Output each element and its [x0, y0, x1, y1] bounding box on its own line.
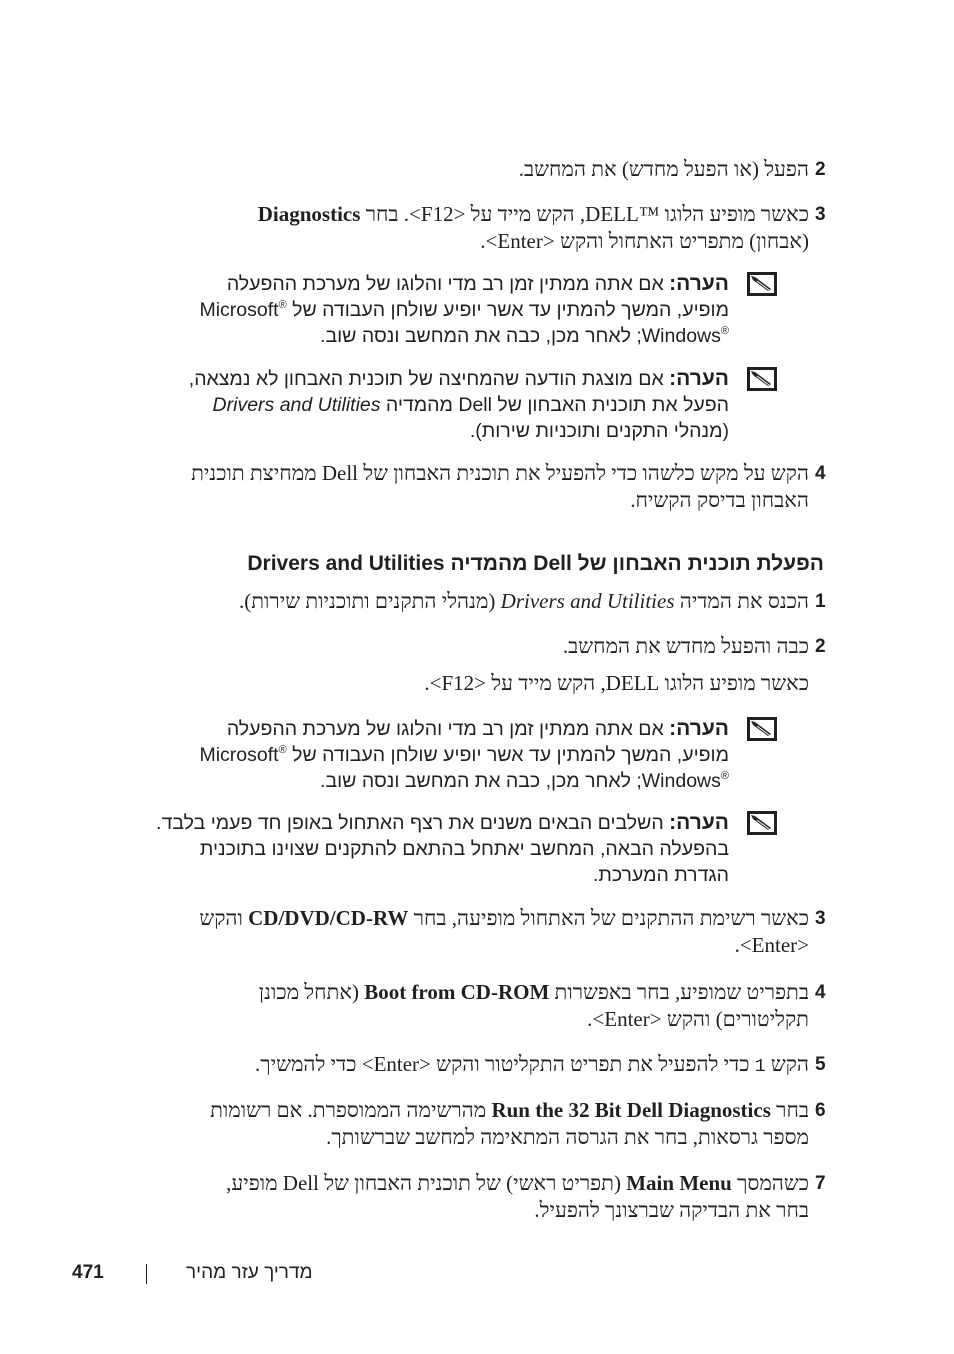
text-run: כשהמסך — [731, 1171, 809, 1195]
text-run: ; לאחר מכן, כבה את המחשב ונסה שוב. — [320, 325, 642, 347]
note-line — [109, 271, 729, 297]
note-line — [109, 768, 729, 794]
step-text-line: כבה והפעל מחדש את המחשב. — [562, 634, 809, 658]
step-number: 5 — [815, 1054, 826, 1075]
step-text-line: כאשר מופיע הלוגו DELL, הקש מייד על <F12>. — [424, 671, 809, 695]
menu-option-name: Diagnostics — [257, 202, 361, 226]
registered-mark: ® — [278, 744, 287, 756]
footer-title: מדריך עזר מהיר — [186, 1262, 313, 1283]
step-2b — [109, 633, 826, 697]
key-label: 1 — [754, 1057, 766, 1077]
brand-name: Microsoft — [199, 299, 279, 321]
note-1 — [109, 271, 729, 349]
registered-mark: ® — [278, 299, 287, 311]
text-run: מופיע, המשך להמתין עד אשר יופיע שולחן העבודה של — [286, 299, 729, 321]
step-5 — [109, 1051, 826, 1081]
step-number: 4 — [815, 982, 826, 1003]
section-heading: הפעלת תוכנית האבחון של Dell מהמדיה Drivers and Utilities — [247, 552, 824, 575]
note-label: הערה: — [669, 717, 729, 740]
step-4b — [109, 979, 826, 1033]
text-run — [642, 770, 729, 792]
text-run: הפעל את תוכנית האבחון של Dell מהמדיה — [380, 394, 729, 416]
step-text-line — [109, 1051, 809, 1081]
text-run: אם אתה ממתין זמן רב מדי והלוגו של מערכת ההפעלה — [226, 273, 670, 295]
note-pencil-icon — [747, 272, 777, 296]
note-line: בהפעלה הבאה, המחשב יאתחל בהתאם להתקנים שצוינו בתוכנית — [199, 838, 729, 860]
text-run: כאשר רשימת ההתקנים של האתחול מופיעה, בחר — [408, 906, 809, 930]
text-run: מופיע, המשך להמתין עד אשר יופיע שולחן העבודה של — [286, 744, 729, 766]
text-run: ; לאחר מכן, כבה את המחשב ונסה שוב. — [320, 770, 642, 792]
step-number: 4 — [815, 463, 826, 484]
text-run: (תפריט ראשי) של תוכנית האבחון של Dell מופיע, — [226, 1171, 627, 1195]
step-7 — [109, 1170, 826, 1224]
text-run: הכנס את המדיה — [674, 589, 809, 613]
menu-option-name: Boot from CD-ROM — [364, 980, 550, 1004]
text-run — [642, 325, 729, 347]
step-text-line — [109, 1097, 809, 1124]
step-text-line — [109, 201, 809, 228]
device-option-name: CD/DVD/CD-RW — [248, 906, 409, 930]
text-run: בתפריט שמופיע, בחר באפשרות — [549, 980, 809, 1004]
note-line — [109, 742, 729, 768]
note-label: הערה: — [669, 367, 729, 390]
text-run: (אתחל מכונן — [258, 980, 365, 1004]
page-number: 471 — [72, 1262, 104, 1283]
menu-name: Main Menu — [626, 1171, 732, 1195]
brand-name: Windows — [641, 325, 721, 347]
note-label: הערה: — [669, 272, 729, 295]
text-run: אם אתה ממתין זמן רב מדי והלוגו של מערכת ההפעלה — [226, 718, 670, 740]
step-3 — [109, 201, 826, 255]
step-3b — [109, 905, 826, 959]
note-line — [109, 392, 729, 418]
step-text-line — [109, 979, 809, 1006]
text-run: אם מוצגת הודעה שהמחיצה של תוכנית האבחון לא נמצאה, — [188, 368, 670, 390]
text-run: הקש — [765, 1052, 809, 1076]
media-name: Drivers and Utilities — [500, 589, 675, 613]
text-run: בחר — [770, 1098, 809, 1122]
step-number: 3 — [815, 204, 826, 225]
note-line: הגדרת המערכת. — [592, 864, 729, 886]
text-run: והקש — [199, 906, 249, 930]
step-number: 7 — [815, 1173, 826, 1194]
footer-divider — [146, 1264, 147, 1284]
note-3 — [109, 716, 729, 794]
note-line — [109, 297, 729, 323]
step-text-line: הקש על מקש כלשהו כדי להפעיל את תוכנית האבחון של Dell ממחיצת תוכנית — [191, 461, 809, 485]
note-line: (מנהלי התקנים ותוכניות שירות). — [469, 420, 729, 442]
step-4 — [109, 460, 826, 514]
step-text-line: מספר גרסאות, בחר את הגרסה המתאימה למחשב שברשותך. — [326, 1125, 809, 1149]
note-line — [109, 323, 729, 349]
step-1 — [109, 588, 826, 615]
note-label: הערה: — [669, 811, 729, 834]
step-text: הפעל (או הפעל מחדש) את המחשב. — [518, 157, 809, 181]
text-run: (מנהלי התקנים ותוכניות שירות). — [238, 589, 501, 613]
note-pencil-icon — [747, 717, 777, 741]
step-number: 1 — [815, 591, 826, 612]
step-text-line — [109, 1170, 809, 1197]
text-run: מהרשימה הממוספרת. אם רשומות — [210, 1098, 492, 1122]
note-pencil-icon — [747, 811, 777, 835]
note-pencil-icon — [747, 367, 777, 391]
note-2 — [109, 366, 729, 444]
text-run — [199, 744, 286, 766]
registered-mark: ® — [720, 325, 729, 337]
text-run — [199, 299, 286, 321]
step-2 — [109, 156, 826, 183]
text-run: השלבים הבאים משנים את רצף האתחול באופן חד פעמי בלבד. — [156, 812, 670, 834]
step-text-line: (אבחון) מתפריט האתחול והקש <Enter>. — [480, 229, 809, 253]
registered-mark: ® — [720, 770, 729, 782]
menu-option-name: Run the 32 Bit Dell Diagnostics — [491, 1098, 771, 1122]
step-text-line — [109, 905, 809, 932]
step-text-line — [109, 588, 809, 615]
text-run: כדי להפעיל את תפריט התקליטור והקש <Enter> כדי להמשיך. — [255, 1052, 755, 1076]
note-line — [109, 366, 729, 392]
step-text-line: האבחון בדיסק הקשיח. — [630, 488, 809, 512]
step-number: 6 — [815, 1100, 826, 1121]
step-text-line: בחר את הבדיקה שברצונך להפעיל. — [534, 1198, 809, 1222]
brand-name: Microsoft — [199, 744, 279, 766]
step-text-line: תקליטורים) והקש <Enter>. — [587, 1007, 809, 1031]
note-line — [109, 716, 729, 742]
step-number: 3 — [815, 908, 826, 929]
note-line — [109, 810, 729, 836]
note-4 — [109, 810, 729, 888]
text-run: כאשר מופיע הלוגו ™DELL, הקש מייד על <F12>. בחר — [360, 202, 809, 226]
step-number: 2 — [815, 159, 826, 180]
media-name: Drivers and Utilities — [212, 394, 381, 416]
step-6 — [109, 1097, 826, 1151]
brand-name: Windows — [641, 770, 721, 792]
step-number: 2 — [815, 636, 826, 657]
step-text-line: <Enter>. — [734, 933, 809, 957]
